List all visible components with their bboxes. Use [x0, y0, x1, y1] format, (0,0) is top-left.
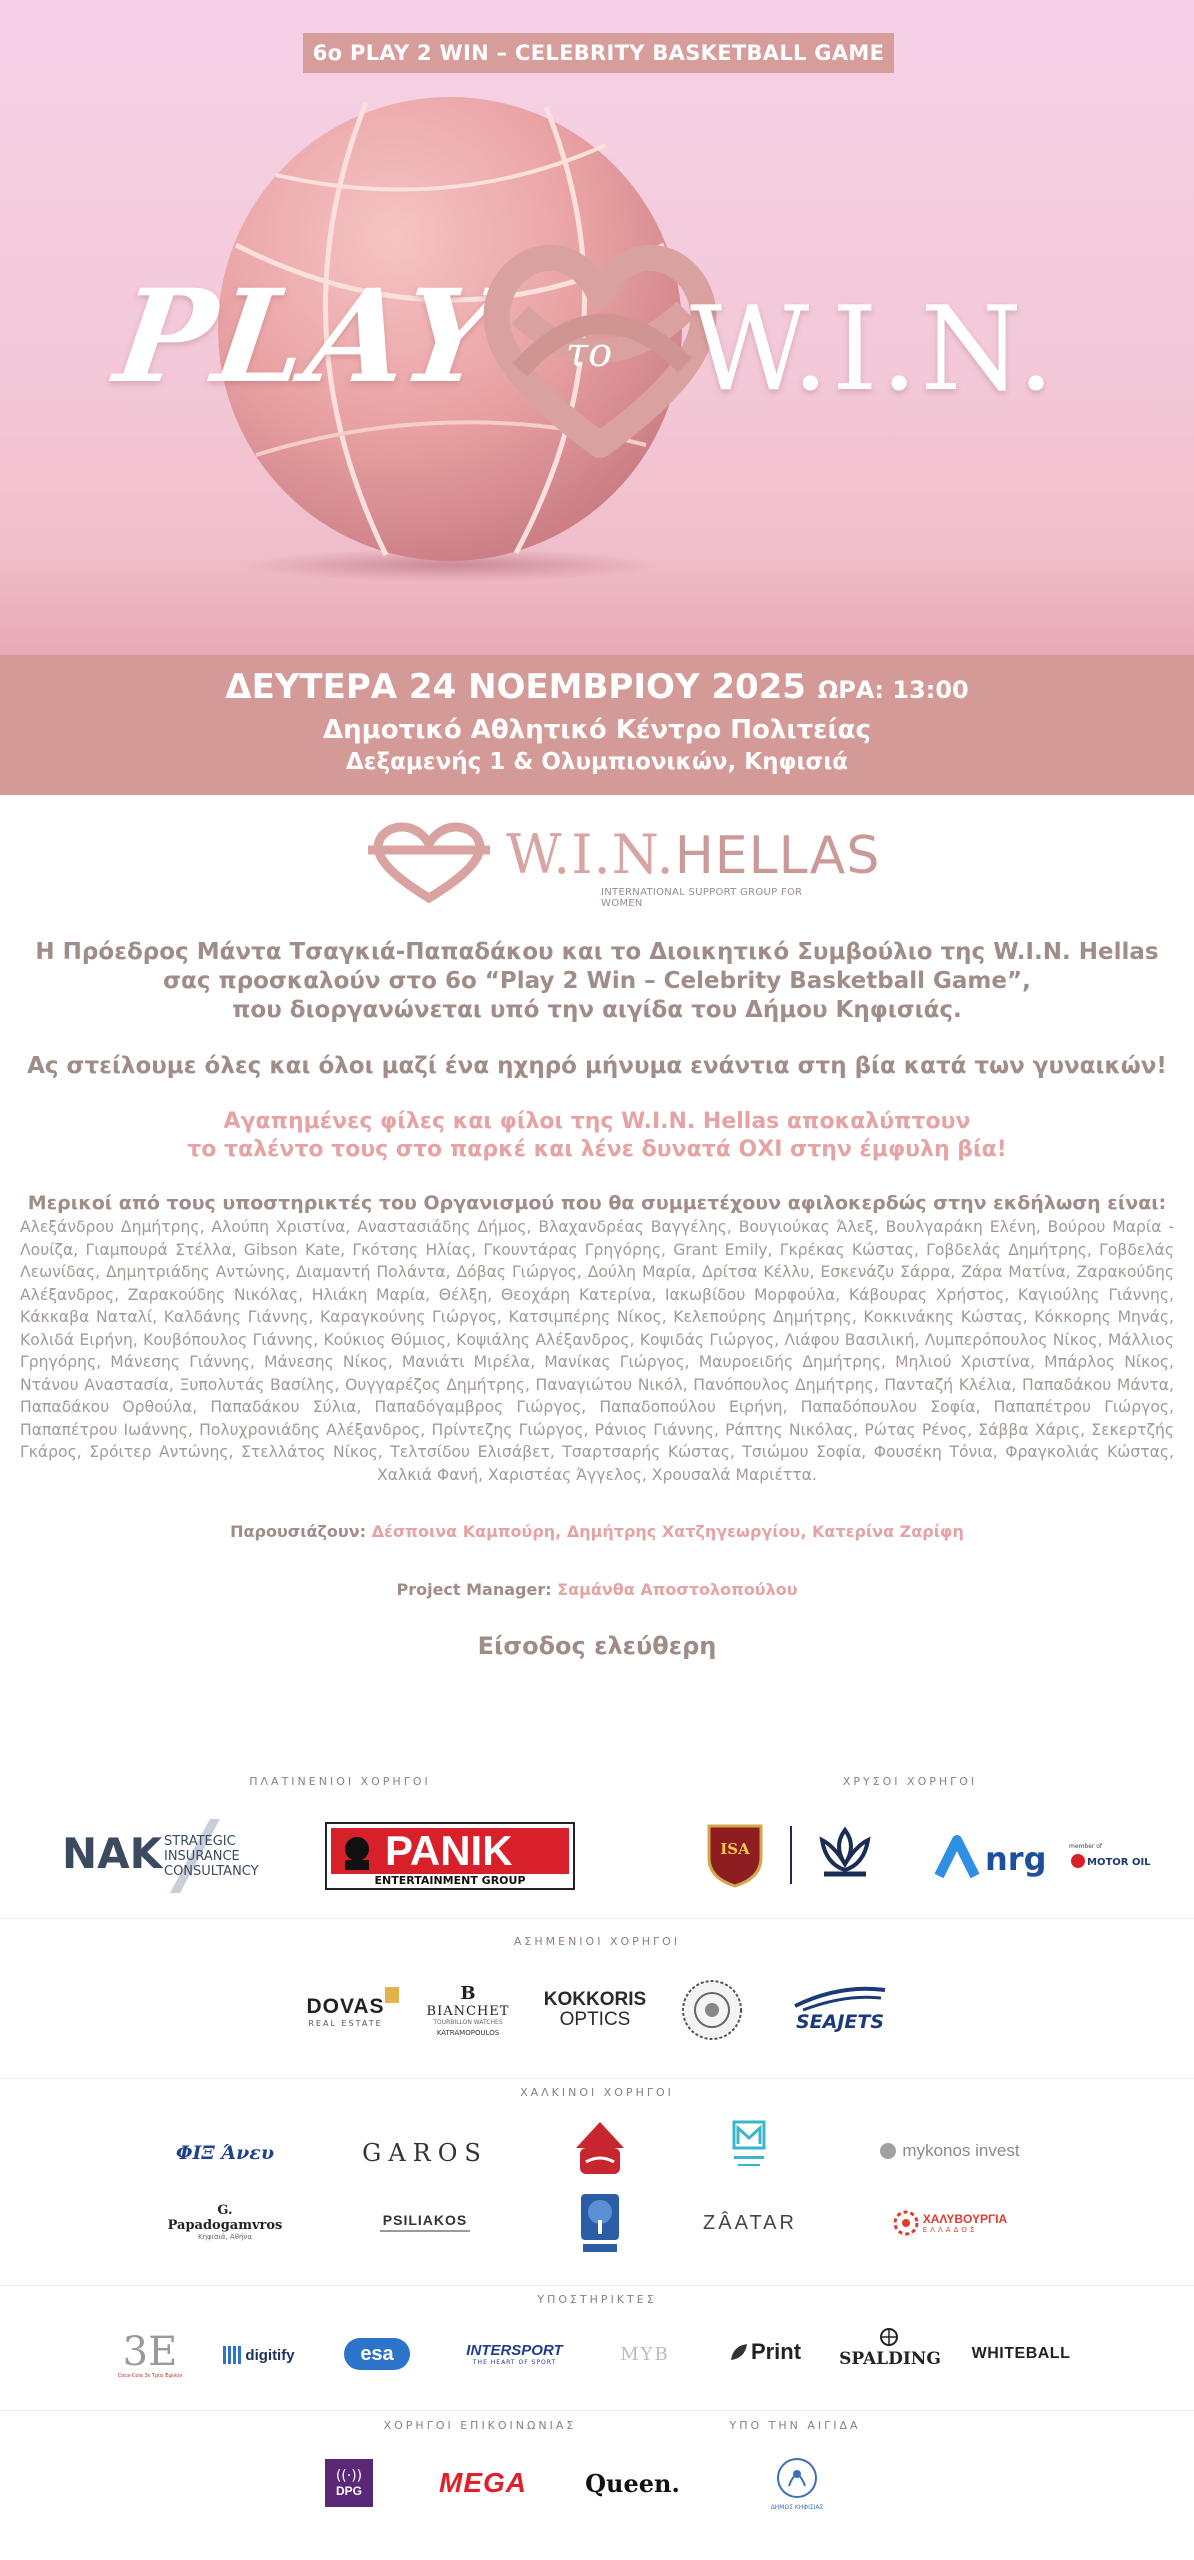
dimos-kifisias-logo[interactable]	[765, 2450, 829, 2516]
round-seal-icon	[680, 1978, 744, 2042]
3e-sub: Coca-Cola 3ε Τρία Έψιλον	[117, 2373, 183, 2379]
whiteball-logo[interactable]	[962, 2338, 1080, 2370]
venue-name: Δημοτικό Αθλητικό Κέντρο Πολιτείας	[323, 715, 871, 745]
hero-banner	[0, 0, 1194, 655]
dpg-logo[interactable]	[325, 2459, 373, 2507]
seal-logo[interactable]	[680, 1978, 744, 2042]
gold-sponsors-heading: ΧΡΥΣΟΙ ΧΟΡΗΓΟΙ	[842, 1775, 978, 1788]
fix-anev-name: ΦΙΞ Άνευ	[175, 2142, 275, 2164]
event-time: ΩΡΑ: 13:00	[817, 676, 969, 704]
bronze-sponsors-heading: ΧΑΛΚΙΝΟΙ ΧΟΡΗΓΟΙ	[520, 2086, 674, 2099]
garos-name: GAROS	[362, 2139, 488, 2167]
mykonos-circle-icon	[880, 2143, 896, 2159]
pizza-logo[interactable]	[570, 2118, 630, 2180]
bianchet-sub2: KATRAMOPOULOS	[436, 2029, 500, 2037]
print-logo[interactable]	[720, 2330, 810, 2374]
mega-logo[interactable]	[418, 2465, 548, 2501]
svg-text:SEAJETS: SEAJETS	[795, 2011, 885, 2033]
isa-logo[interactable]	[705, 1822, 765, 1888]
ravago-logo[interactable]	[577, 2190, 623, 2256]
svg-text:ISA: ISA	[720, 1840, 750, 1858]
3e-wordmark	[118, 2331, 183, 2379]
psiliakos-underline	[380, 2230, 470, 2232]
spalding-ball-icon	[880, 2328, 898, 2346]
silver-sponsors-heading: ΑΣΗΜΕΝΙΟΙ ΧΟΡΗΓΟΙ	[513, 1935, 681, 1948]
dimos-wordmark	[771, 2456, 824, 2511]
isa-shield-icon	[705, 1822, 765, 1888]
svg-text:member of: member of	[1069, 1843, 1103, 1850]
supporters-heading: Μερικοί από τους υποστηρικτές του Οργανισμού που θα συμμετέχουν αφιλοκερδώς στην εκδήλωση είναι:	[27, 1192, 1167, 1214]
dovas-sub: REAL ESTATE	[308, 2018, 383, 2028]
chalyvourgia-star-icon	[893, 2210, 919, 2236]
svg-text:INSURANCE: INSURANCE	[164, 1849, 240, 1864]
museum-logo[interactable]	[728, 2118, 770, 2180]
psiliakos-name: PSILIAKOS	[382, 2212, 468, 2228]
intersport-name: INTERSPORT	[466, 2342, 563, 2359]
papadogamvros-logo[interactable]	[160, 2200, 290, 2244]
mykonos-invest-logo[interactable]	[870, 2133, 1030, 2169]
svg-text:MOTOR OIL: MOTOR OIL	[1087, 1857, 1151, 1868]
nrg-mark-icon	[935, 1832, 1151, 1882]
appeal-text: Ας στείλουμε όλες και όλοι μαζί ένα ηχηρό μήνυμα ενάντια στη βία κατά των γυναικών!	[27, 1053, 1167, 1079]
papadogamvros-wordmark	[160, 2203, 290, 2241]
dovas-cube-icon	[385, 1987, 399, 2003]
section-divider	[0, 2410, 1194, 2411]
event-date: ΔΕΥΤΕΡΑ 24 ΝΟΕΜΒΡΙΟΥ 2025	[225, 667, 806, 707]
pm-label: Project Manager:	[396, 1580, 552, 1599]
zaatar-logo[interactable]	[690, 2206, 810, 2240]
event-details-band	[0, 655, 1194, 795]
dpg-name: DPG	[335, 2484, 362, 2498]
psiliakos-wordmark	[380, 2212, 470, 2232]
dpg-wave-icon: ((·))	[335, 2468, 363, 2484]
panik-name: PANIK	[385, 1827, 513, 1874]
highlight-line-1: Αγαπημένες φίλες και φίλοι της W.I.N. Hellas αποκαλύπτουν	[223, 1109, 971, 1134]
whiteball-name: WHITEBALL	[971, 2345, 1071, 2362]
highlight-line-2: το ταλέντο τους στο παρκέ και λένε δυνατά ΟΧΙ στην έμφυλη βία!	[187, 1137, 1007, 1162]
gold-divider	[790, 1826, 792, 1884]
bianchet-wordmark	[427, 1983, 510, 2037]
esa-logo[interactable]	[342, 2333, 412, 2375]
mykonos-name: mykonos invest	[902, 2141, 1020, 2160]
auspices-heading: ΥΠΟ ΤΗΝ ΑΙΓΙΔΑ	[729, 2419, 861, 2432]
svg-text:nrg: nrg	[985, 1840, 1047, 1878]
dimos-crest-icon	[775, 2456, 819, 2500]
3e-mark: 3E	[122, 2329, 178, 2375]
project-manager-line	[20, 1580, 1174, 1599]
free-entry: Είσοδος ελεύθερη	[477, 1632, 717, 1660]
digitify-logo[interactable]	[218, 2338, 300, 2372]
invitation-intro	[20, 938, 1174, 1025]
nak-logo[interactable]	[60, 1815, 270, 1897]
intro-line-3: που διοργανώνεται υπό την αιγίδα του Δήμου Κηφισιάς.	[232, 997, 962, 1023]
dovas-wordmark	[306, 1995, 384, 2028]
psiliakos-logo[interactable]	[375, 2205, 475, 2239]
print-name: Print	[750, 2339, 802, 2364]
section-divider	[0, 2078, 1194, 2079]
spalding-logo[interactable]	[840, 2328, 940, 2376]
chalyvourgia-name: ΧΑΛΥΒΟΥΡΓΙΑ	[922, 2212, 1008, 2226]
myb-name: MYB	[620, 2343, 670, 2365]
fix-anev-logo[interactable]	[170, 2128, 280, 2178]
dovas-logo[interactable]	[298, 1985, 393, 2037]
dpg-wordmark	[336, 2468, 362, 2498]
svg-text:STRATEGIC: STRATEGIC	[164, 1834, 236, 1849]
esa-name: esa	[344, 2338, 410, 2370]
nak-mark-icon	[60, 1815, 270, 1897]
platinum-sponsors-heading: ΠΛΑΤΙΝΕΝΙΟΙ ΧΟΡΗΓΟΙ	[249, 1775, 431, 1788]
bianchet-name: BIANCHET	[426, 2004, 510, 2019]
mega-name: MEGA	[439, 2467, 527, 2498]
intersport-sub: THE HEART OF SPORT	[472, 2359, 557, 2366]
kokkoris-name2: OPTICS	[559, 2009, 631, 2030]
section-divider	[0, 2285, 1194, 2286]
win-wordmark-light: W.I.N.	[506, 823, 675, 886]
panik-face-icon	[337, 1832, 377, 1872]
supporters-names: Αλεξάνδρου Δημήτρης, Αλούπη Χριστίνα, Αναστασιάδης Δήμος, Βλαχανδρέας Βαγγέλης, Βουγιούκας Άλεξ, Βουλγαράκη Ελένη, Βούρου Μαρία - Λουίζα, Γιαμπουρά Στέλλα, Gibson Kate, Γκότσης Ηλίας, Γκουντάρας Γρηγόρης, Grant Emily, Γκρέκας Κώστας, Γοβδελάς Δημήτρης, Γοβδελάς Λεωνίδας, Δημητριάδης Αντώνης, Διαμαντή Πολάντα, Δόβας Γιώργος, Δούλη Μαρία, Δρίτσα Κέλλυ, Εσκενάζυ Σάρρα, Ζάρα Ματίνα, Ζαρακούδης Αλέξανδρος, Ζαρακούδης Νικόλας, Ηλιάκη Μαρία, Θέλξη, Θεοχάρη Κατερίνα, Ιακωβίδου Μορφούλα, Κάβουρας Χρήστος, Καγιούλης Γιάννης, Κάκκαβα Ναταλί, Καλδάνης Γιάννης, Καραγκούνης Γιώργος, Κατσιμπέρης Νίκος, Κελεπούρης Δημήτρης, Κοκκινάκης Κώστας, Κόκκορης Μηνάς, Κολιδά Ειρήνη, Κουβόπουλος Γιάννης, Κούκιος Θύμιος, Κοψιάλης Αλέξανδρος, Κοψιδάς Γιώργος, Λιάφου Βασιλική, Λυμπερόπουλος Νίκος, Μάλλιος Γρηγόρης, Μάνεσης Γιάννης, Μάνεσης Νίκος, Μανιάτι Μιρέλα, Μανίκας Γιώργος, Μαυροειδής Δημήτρης, Μηλιού Χριστίνα, Μπάρλος Νίκος, Ντάνου Αναστασία, Ξυπολυτάς Βασίλης, Ουγγαρέζος Δημήτρης, Παναγιώτου Νικόλ, Πανόπουλος Δημήτρης, Πανταζή Κλέλια, Παπαδάκου Μάντα, Παπαδάκου Ορθούλα, Παπαδάκου Σύλια, Παπαδόγαμβρος Γιώργος, Παπαδοπούλου Ειρήνη, Παπαδόπουλου Σοφία, Παπαπέτρου Γιώργος, Παπαπέτρου Ιωάννης, Πολυχρονιάδης Αλέξανδρος, Πρίντεζης Γιώργος, Ράνιος Γιάννης, Ράπτης Νικόλας, Ρώτας Ρένος, Σάββα Χάρις, Σεκερτζής Γκάρος, Σρόιτερ Αντώνης, Στελλάτος Νίκος, Τελτσίδου Ελισάβετ, Τσαρτσαρής Κώστας, Τσιώμου Σοφία, Φουσέκη Τόνια, Φραγκολιάς Κώστας, Χαλκιά Φανή, Χαριστέας Άγγελος, Χρουσαλά Μαριέττα.	[20, 1218, 1174, 1484]
intersport-wordmark	[466, 2342, 562, 2366]
nrg-logo[interactable]	[935, 1832, 1151, 1882]
queen-name: Queen.	[585, 2468, 680, 2498]
garos-logo[interactable]	[355, 2133, 495, 2173]
bianchet-logo[interactable]	[418, 1978, 518, 2042]
intro-line-1: Η Πρόεδρος Μάντα Τσαγκιά-Παπαδάκου και το Διοικητικό Συμβούλιο της W.I.N. Hellas	[35, 939, 1159, 965]
win-hellas-wordmark	[506, 823, 880, 886]
kokkoris-name1: KOKKORIS	[543, 1989, 647, 2010]
play-logo-word: PLAY	[107, 262, 508, 412]
venue-address: Δεξαμενής 1 & Ολυμπιονικών, Κηφισιά	[345, 749, 849, 775]
svg-text:CONSULTANCY: CONSULTANCY	[164, 1864, 259, 1879]
dovas-name: DOVAS	[306, 1994, 385, 2018]
kokkoris-logo[interactable]	[545, 1985, 645, 2035]
zaatar-name: ZÂATAR	[703, 2211, 797, 2234]
pm-name: Σαμάνθα Αποστολοπούλου	[557, 1580, 798, 1599]
presenters-line	[20, 1522, 1174, 1541]
seajets-logo[interactable]	[785, 1980, 895, 2036]
queen-logo[interactable]	[585, 2465, 680, 2501]
chalyvourgia-logo[interactable]	[885, 2203, 1015, 2243]
papadogamvros-name: G. Papadogamvros	[167, 2203, 283, 2233]
lotus-logo[interactable]	[812, 1824, 878, 1888]
museum-icon	[728, 2118, 770, 2180]
win-logo-word: W.I.N.	[690, 282, 1058, 417]
dimos-name: ΔΗΜΟΣ ΚΗΦΙΣΙΑΣ	[770, 2503, 824, 2511]
spalding-name: SPALDING	[839, 2349, 941, 2369]
win-wordmark-bold: HELLAS	[674, 826, 881, 886]
kokkoris-wordmark	[544, 1990, 646, 2030]
win-hellas-tagline: INTERNATIONAL SUPPORT GROUP FOR WOMEN	[601, 887, 803, 909]
chalyvourgia-wordmark	[923, 2212, 1007, 2234]
digitify-name: digitify	[245, 2346, 295, 2364]
pizza-roof-icon	[570, 2118, 630, 2180]
intersport-logo[interactable]	[452, 2334, 577, 2374]
panik-sub: ENTERTAINMENT GROUP	[374, 1874, 526, 1887]
presenters-names: Δέσποινα Καμπούρη, Δημήτρης Χατζηγεωργίου, Κατερίνα Ζαρίφη	[371, 1522, 964, 1541]
presenters-label: Παρουσιάζουν:	[230, 1522, 367, 1541]
section-divider	[0, 1918, 1194, 1919]
print-leaf-icon	[729, 2342, 749, 2362]
ravago-tree-icon	[577, 2190, 623, 2256]
panik-logo[interactable]	[325, 1822, 575, 1890]
win-hellas-logo	[368, 815, 881, 910]
svg-text:NAK: NAK	[62, 1829, 163, 1878]
event-title-banner: 6ο PLAY 2 WIN – CELEBRITY BASKETBALL GAME	[303, 33, 894, 73]
digitify-dots-icon	[223, 2346, 241, 2364]
myb-logo[interactable]	[605, 2335, 685, 2373]
chalyvourgia-sub: ΕΛΛΑΔΟΣ	[922, 2226, 978, 2234]
to-logo-word: το	[566, 330, 613, 376]
heart-knot-icon	[368, 820, 490, 902]
media-sponsors-heading: ΧΟΡΗΓΟΙ ΕΠΙΚΟΙΝΩΝΙΑΣ	[383, 2419, 577, 2432]
intro-line-2: σας προσκαλούν στο 6ο “Play 2 Win – Celebrity Basketball Game”,	[163, 968, 1031, 994]
supporters-logos-heading: ΥΠΟΣΤΗΡΙΚΤΕΣ	[537, 2293, 657, 2306]
lotus-icon	[812, 1824, 878, 1888]
bianchet-sub: TOURBILLON WATCHES	[433, 2019, 503, 2026]
seajets-wave-icon	[785, 1980, 895, 2036]
bianchet-b-icon: B	[460, 1983, 476, 2004]
papadogamvros-sub: Κηφισιά, Αθήνα	[198, 2233, 252, 2241]
highlight-text	[20, 1108, 1174, 1164]
3e-logo[interactable]	[112, 2325, 188, 2385]
event-date-line	[0, 667, 1194, 707]
